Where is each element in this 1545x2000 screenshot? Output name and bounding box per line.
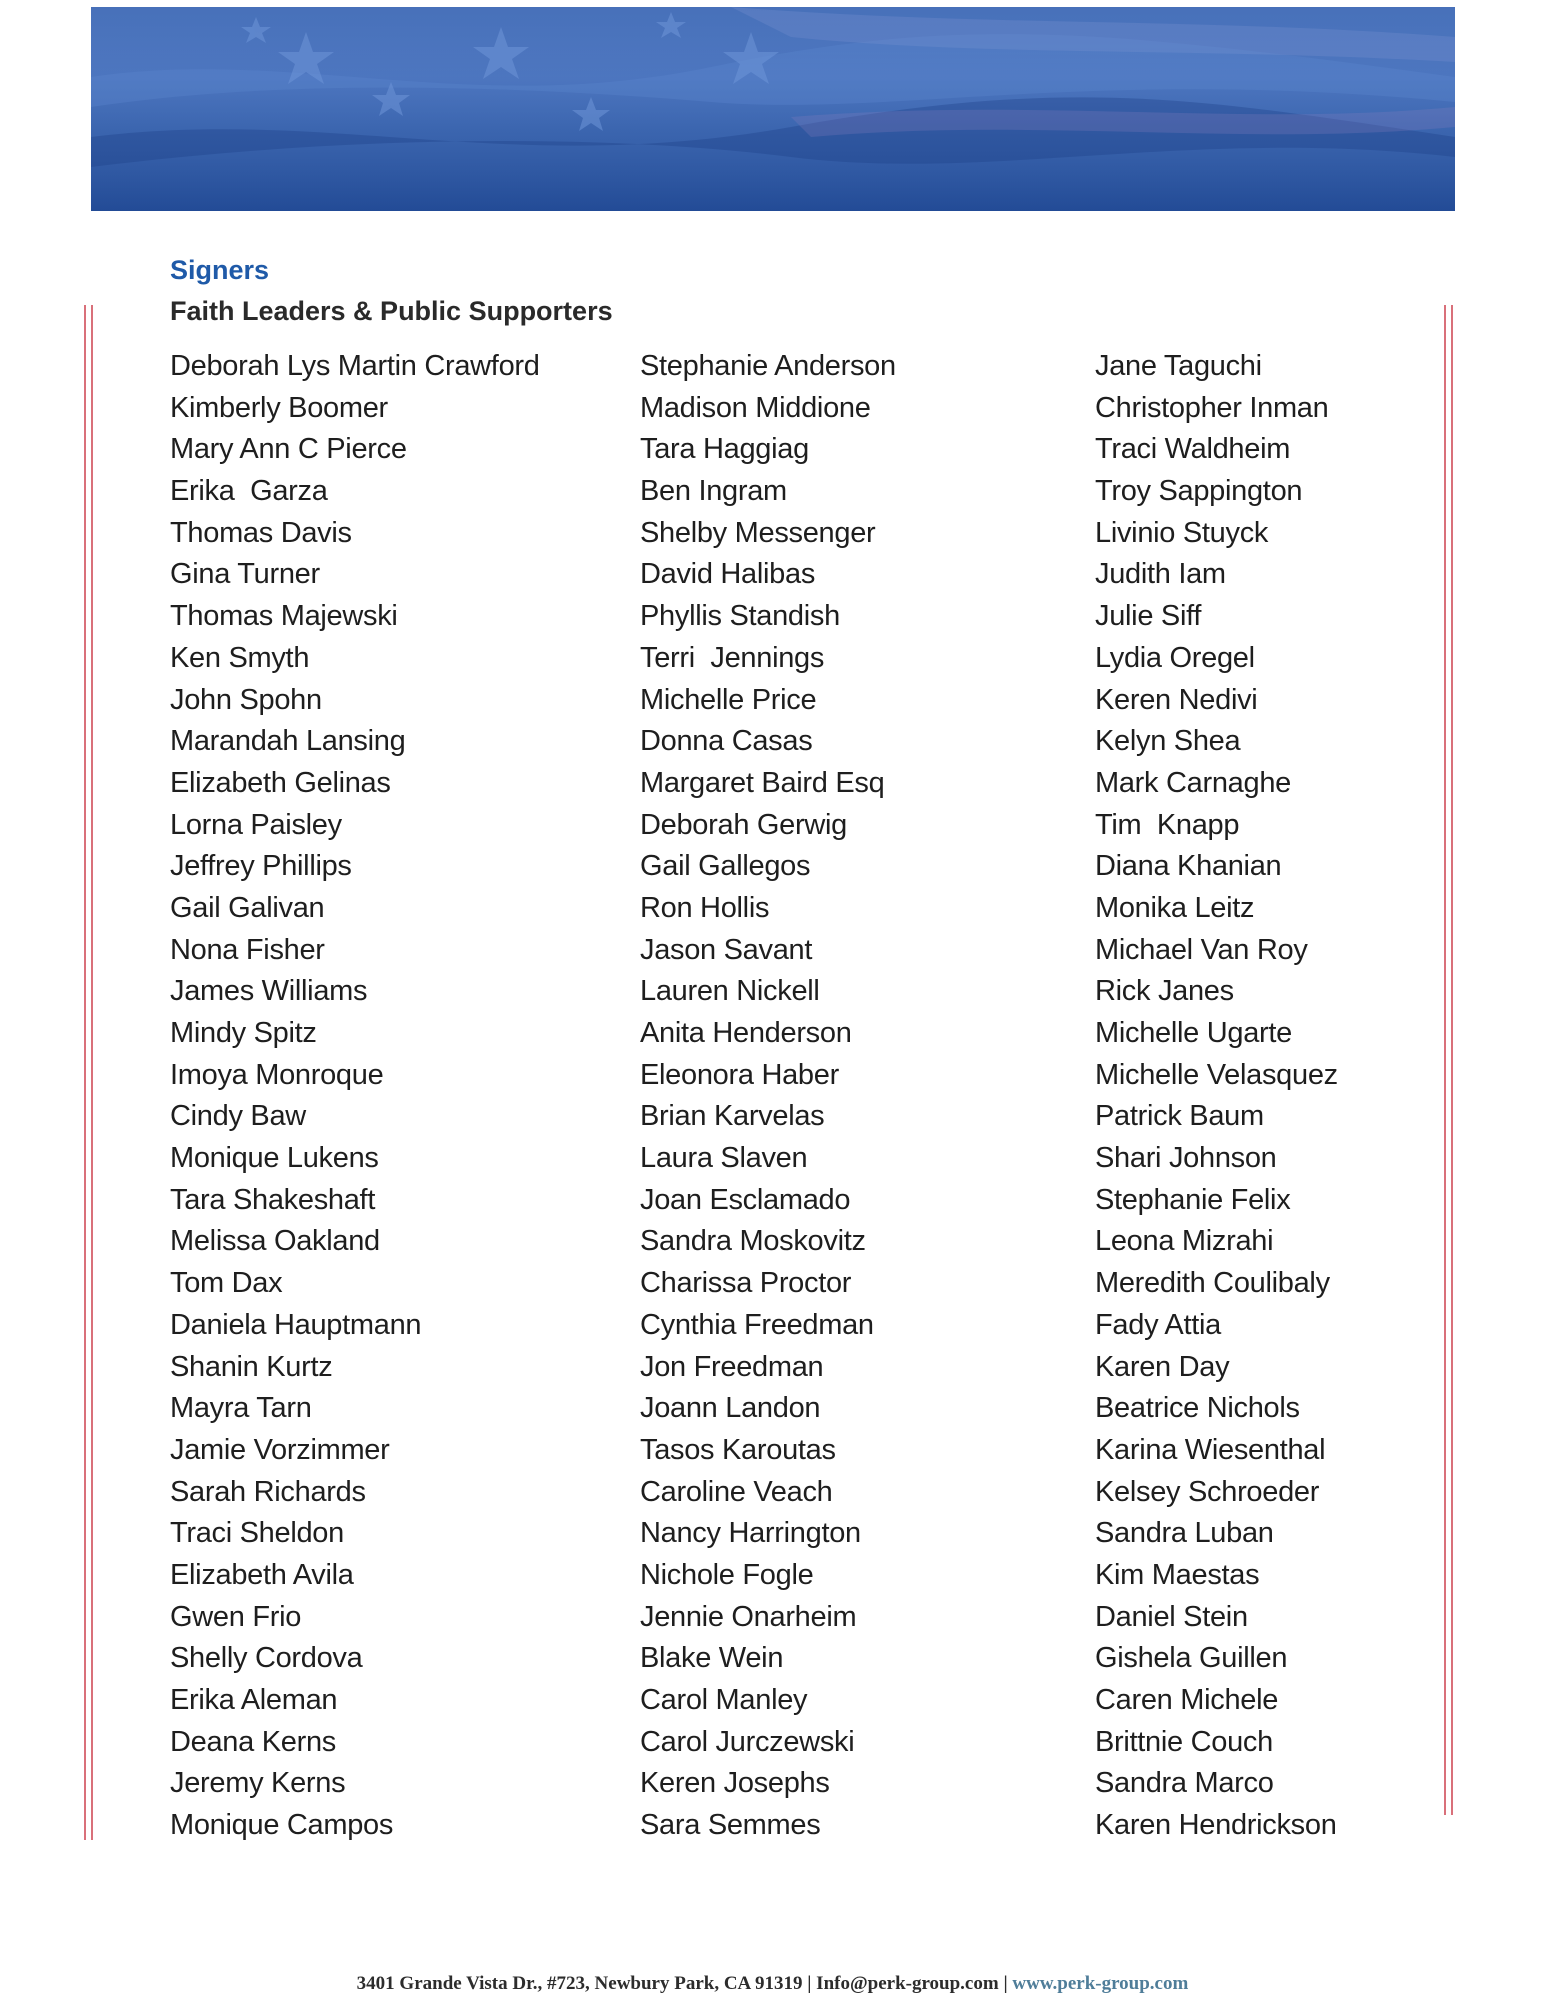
signer-name: Karen Hendrickson <box>1095 1809 1337 1842</box>
signer-name: Stephanie Anderson <box>640 350 896 382</box>
signer-name: Tom Dax <box>170 1267 283 1300</box>
signer-name: Daniela Hauptmann <box>170 1308 422 1341</box>
signer-name: Donna Casas <box>640 725 813 758</box>
signer-name: Deborah Gerwig <box>640 808 847 841</box>
signer-name: Ken Smyth <box>170 641 310 674</box>
signer-name: James Williams <box>170 975 368 1008</box>
signer-name: Monique Campos <box>170 1809 394 1842</box>
signer-name: Stephanie Felix <box>1095 1183 1291 1216</box>
footer-separator: | <box>998 1973 1013 1994</box>
signer-name: Keren Josephs <box>640 1767 830 1800</box>
signer-name: Blake Wein <box>640 1642 784 1675</box>
signer-name: Joann Landon <box>640 1392 821 1425</box>
signer-name: Gail Gallegos <box>640 850 811 883</box>
signer-name: Eleonora Haber <box>640 1058 839 1091</box>
signer-name: John Spohn <box>170 683 322 716</box>
signer-name: Livinio Stuyck <box>1095 516 1269 549</box>
flag-banner <box>91 7 1455 211</box>
signer-name: Michelle Price <box>640 683 817 716</box>
signer-name: Christopher Inman <box>1095 391 1329 424</box>
signer-column-2 <box>640 346 896 1847</box>
signer-name: Margaret Baird Esq <box>640 766 885 799</box>
signer-name: Thomas Majewski <box>170 600 398 633</box>
signer-name: Imoya Monroque <box>170 1058 384 1091</box>
signer-name: Tara Haggiag <box>640 433 809 466</box>
signer-name: Shelby Messenger <box>640 516 876 549</box>
signer-name: Brian Karvelas <box>640 1100 825 1133</box>
signer-name: Karen Day <box>1095 1350 1230 1383</box>
signer-name: Marandah Lansing <box>170 725 406 758</box>
signer-name: Elizabeth Avila <box>170 1558 354 1591</box>
signer-name: Troy Sappington <box>1095 475 1303 508</box>
section-title: Signers <box>170 255 270 285</box>
signer-name: Nichole Fogle <box>640 1558 814 1591</box>
signer-name: Terri Jennings <box>640 641 825 674</box>
signer-name: Ron Hollis <box>640 891 770 924</box>
signer-column-1 <box>170 346 540 1847</box>
signer-name: Shanin Kurtz <box>170 1350 333 1383</box>
signer-name: Tara Shakeshaft <box>170 1183 376 1216</box>
signer-name: Deana Kerns <box>170 1725 336 1758</box>
footer-separator: | <box>802 1973 817 1994</box>
signer-name: Fady Attia <box>1095 1308 1221 1341</box>
signer-name: Melissa Oakland <box>170 1225 380 1258</box>
signer-name: Sara Semmes <box>640 1809 821 1842</box>
signer-name: Michael Van Roy <box>1095 933 1308 966</box>
signer-name: Erika Aleman <box>170 1684 338 1716</box>
signer-name: Charissa Proctor <box>640 1267 852 1300</box>
signer-name: Anita Henderson <box>640 1017 852 1049</box>
signer-name: Cynthia Freedman <box>640 1308 874 1341</box>
signer-name: Madison Middione <box>640 391 871 424</box>
signer-name: Phyllis Standish <box>640 600 840 633</box>
footer-email[interactable]: Info@perk-group.com <box>816 1973 999 1994</box>
signer-name: Patrick Baum <box>1095 1100 1264 1133</box>
left-border-line-inner <box>91 305 93 1840</box>
right-border-line-outer <box>1451 305 1453 1815</box>
signer-name: Shari Johnson <box>1095 1142 1277 1175</box>
signer-name: David Halibas <box>640 558 816 591</box>
signer-name: Jane Taguchi <box>1095 350 1262 382</box>
signer-name: Jeffrey Phillips <box>170 850 352 883</box>
signer-name: Nona Fisher <box>170 933 325 966</box>
signer-name: Michelle Velasquez <box>1095 1058 1338 1091</box>
signer-name: Lauren Nickell <box>640 975 820 1008</box>
signer-name: Brittnie Couch <box>1095 1725 1273 1758</box>
signer-name: Jamie Vorzimmer <box>170 1433 390 1466</box>
signer-name: Ben Ingram <box>640 475 787 508</box>
signer-name: Laura Slaven <box>640 1142 808 1175</box>
signer-name: Jennie Onarheim <box>640 1600 857 1633</box>
signer-name: Kelyn Shea <box>1095 725 1241 758</box>
signer-name: Lydia Oregel <box>1095 641 1255 674</box>
signer-name: Erika Garza <box>170 475 328 508</box>
flag-banner-icon <box>91 7 1455 211</box>
signer-name: Kelsey Schroeder <box>1095 1475 1320 1508</box>
signer-name: Rick Janes <box>1095 975 1234 1008</box>
signer-name: Mark Carnaghe <box>1095 766 1291 799</box>
signer-name: Monique Lukens <box>170 1142 379 1175</box>
signer-name: Nancy Harrington <box>640 1517 861 1550</box>
signer-name: Carol Manley <box>640 1684 808 1716</box>
signer-name: Meredith Coulibaly <box>1095 1267 1330 1300</box>
footer-website-link[interactable]: www.perk-group.com <box>1012 1973 1189 1994</box>
signer-name: Karina Wiesenthal <box>1095 1433 1326 1466</box>
signer-name: Kimberly Boomer <box>170 391 388 424</box>
signer-name: Daniel Stein <box>1095 1600 1248 1633</box>
footer <box>0 1973 1545 1995</box>
signer-name: Gina Turner <box>170 558 320 591</box>
signer-name: Jeremy Kerns <box>170 1767 346 1800</box>
footer-address: 3401 Grande Vista Dr., #723, Newbury Park, CA 91319 <box>356 1973 803 1994</box>
signer-name: Tim Knapp <box>1095 808 1240 841</box>
signer-name: Carol Jurczewski <box>640 1725 855 1758</box>
signer-name: Elizabeth Gelinas <box>170 766 391 799</box>
signer-name: Sandra Marco <box>1095 1767 1274 1800</box>
signer-name: Deborah Lys Martin Crawford <box>170 350 540 382</box>
signer-name: Traci Sheldon <box>170 1517 344 1550</box>
signer-name: Sandra Luban <box>1095 1517 1274 1550</box>
signer-name: Caroline Veach <box>640 1475 833 1508</box>
section-subtitle: Faith Leaders & Public Supporters <box>170 296 613 326</box>
signer-name: Joan Esclamado <box>640 1183 851 1216</box>
signer-name: Mayra Tarn <box>170 1392 312 1425</box>
signer-column-3 <box>1095 346 1338 1847</box>
signer-name: Judith Iam <box>1095 558 1226 591</box>
signer-name: Caren Michele <box>1095 1684 1279 1716</box>
signer-name: Sarah Richards <box>170 1475 366 1508</box>
signer-name: Lorna Paisley <box>170 808 342 841</box>
signer-name: Tasos Karoutas <box>640 1433 836 1466</box>
signer-name: Jon Freedman <box>640 1350 824 1383</box>
signer-name: Beatrice Nichols <box>1095 1392 1300 1425</box>
signer-name: Diana Khanian <box>1095 850 1282 883</box>
signer-name: Gwen Frio <box>170 1600 302 1633</box>
signer-name: Thomas Davis <box>170 516 352 549</box>
signer-name: Keren Nedivi <box>1095 683 1258 716</box>
signer-name: Leona Mizrahi <box>1095 1225 1274 1258</box>
signer-name: Gishela Guillen <box>1095 1642 1288 1675</box>
signer-name: Shelly Cordova <box>170 1642 363 1675</box>
signer-name: Mary Ann C Pierce <box>170 433 407 466</box>
signer-name: Julie Siff <box>1095 600 1202 633</box>
signer-name: Cindy Baw <box>170 1100 306 1133</box>
signer-name: Kim Maestas <box>1095 1558 1260 1591</box>
signer-name: Mindy Spitz <box>170 1017 317 1049</box>
signer-name: Michelle Ugarte <box>1095 1017 1292 1049</box>
right-border-line-inner <box>1444 305 1446 1815</box>
left-border-line-outer <box>84 305 86 1840</box>
signer-name: Traci Waldheim <box>1095 433 1291 466</box>
signer-name: Sandra Moskovitz <box>640 1225 866 1258</box>
signer-name: Jason Savant <box>640 933 813 966</box>
signer-name: Monika Leitz <box>1095 891 1255 924</box>
signer-name: Gail Galivan <box>170 891 325 924</box>
